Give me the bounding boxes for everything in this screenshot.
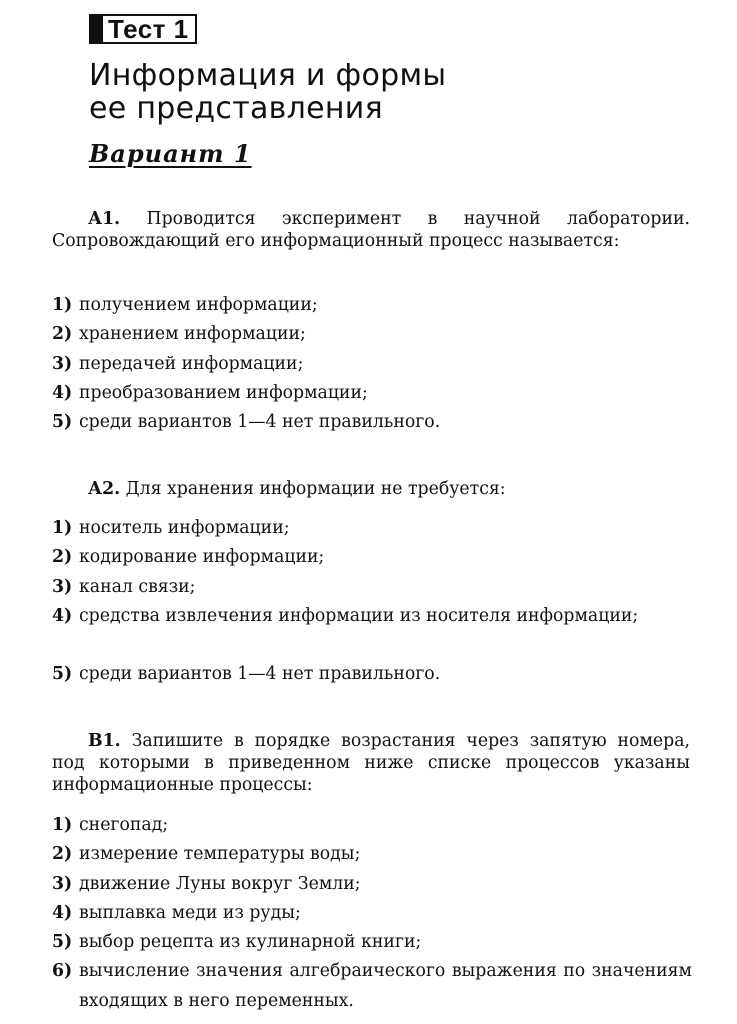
option-item [52, 870, 692, 899]
option-number: 4) [52, 382, 73, 403]
option-number: 5) [52, 664, 73, 685]
question-b1 [52, 730, 690, 796]
option-text: передачей информации; [79, 353, 304, 374]
test-label-text: Тест 1 [108, 14, 189, 44]
options-list-a2 [52, 514, 692, 690]
option-text: измерение температуры воды; [79, 844, 361, 865]
option-number: 5) [52, 932, 73, 953]
question-text: Запишите в порядке возрастания через запятую номера, под которыми в приведенном ниже списке процессов указаны информационные процессы: [52, 731, 690, 795]
page-title-line-1: Информация и формы [89, 58, 447, 93]
option-text: снегопад; [79, 815, 169, 835]
option-number: 4) [52, 902, 73, 923]
option-item [52, 660, 692, 689]
option-number: 3) [52, 353, 73, 374]
option-number: 1) [52, 295, 73, 315]
option-item [52, 573, 692, 602]
question-id: А1. [88, 209, 121, 229]
option-text: вычисление значения алгебраического выражения по значениям входящих в него переменных. [79, 961, 692, 1011]
option-number: 3) [52, 576, 73, 597]
option-text: среди вариантов 1—4 нет правильного. [79, 664, 441, 685]
option-number: 5) [52, 412, 73, 433]
option-item [52, 811, 692, 840]
option-text: выплавка меди из руды; [79, 902, 301, 923]
option-item [52, 543, 692, 572]
options-list-b1 [52, 811, 692, 1016]
option-text: выбор рецепта из кулинарной книги; [79, 932, 422, 953]
option-item [52, 350, 692, 379]
option-text: преобразованием информации; [79, 382, 368, 403]
option-item [52, 514, 692, 543]
test-label [89, 14, 197, 44]
option-text: движение Луны вокруг Земли; [79, 873, 361, 894]
option-item [52, 899, 692, 928]
option-item [52, 291, 692, 320]
option-item [52, 320, 692, 349]
question-a1 [52, 208, 690, 252]
option-number: 1) [52, 518, 73, 538]
option-item [52, 379, 692, 408]
page-title-line-2: ее представления [89, 91, 383, 126]
question-id: В1. [88, 731, 121, 751]
question-id: А2. [88, 479, 121, 499]
option-item [52, 602, 692, 661]
question-a2 [52, 478, 690, 500]
option-text: канал связи; [79, 576, 196, 597]
option-item [52, 957, 692, 1016]
option-text: средства извлечения информации из носителя информации; [79, 605, 639, 626]
option-number: 4) [52, 605, 73, 626]
test-label-bar [91, 16, 103, 42]
option-item [52, 408, 692, 437]
option-number: 6) [52, 961, 73, 982]
question-text: Проводится эксперимент в научной лаборатории. Сопровождающий его информационный процесс называется: [52, 209, 690, 251]
option-number: 1) [52, 815, 73, 835]
option-text: носитель информации; [79, 518, 290, 538]
option-number: 2) [52, 844, 73, 865]
option-item [52, 840, 692, 869]
options-list-a1 [52, 291, 692, 437]
option-text: среди вариантов 1—4 нет правильного. [79, 412, 441, 433]
option-text: получением информации; [79, 295, 318, 315]
question-text: Для хранения информации не требуется: [125, 479, 506, 499]
page-title [89, 59, 446, 125]
variant-heading: Вариант 1 [89, 139, 252, 168]
option-text: хранением информации; [79, 324, 306, 345]
option-text: кодирование информации; [79, 547, 325, 568]
option-number: 2) [52, 547, 73, 568]
option-number: 2) [52, 324, 73, 345]
option-item [52, 928, 692, 957]
option-number: 3) [52, 873, 73, 894]
